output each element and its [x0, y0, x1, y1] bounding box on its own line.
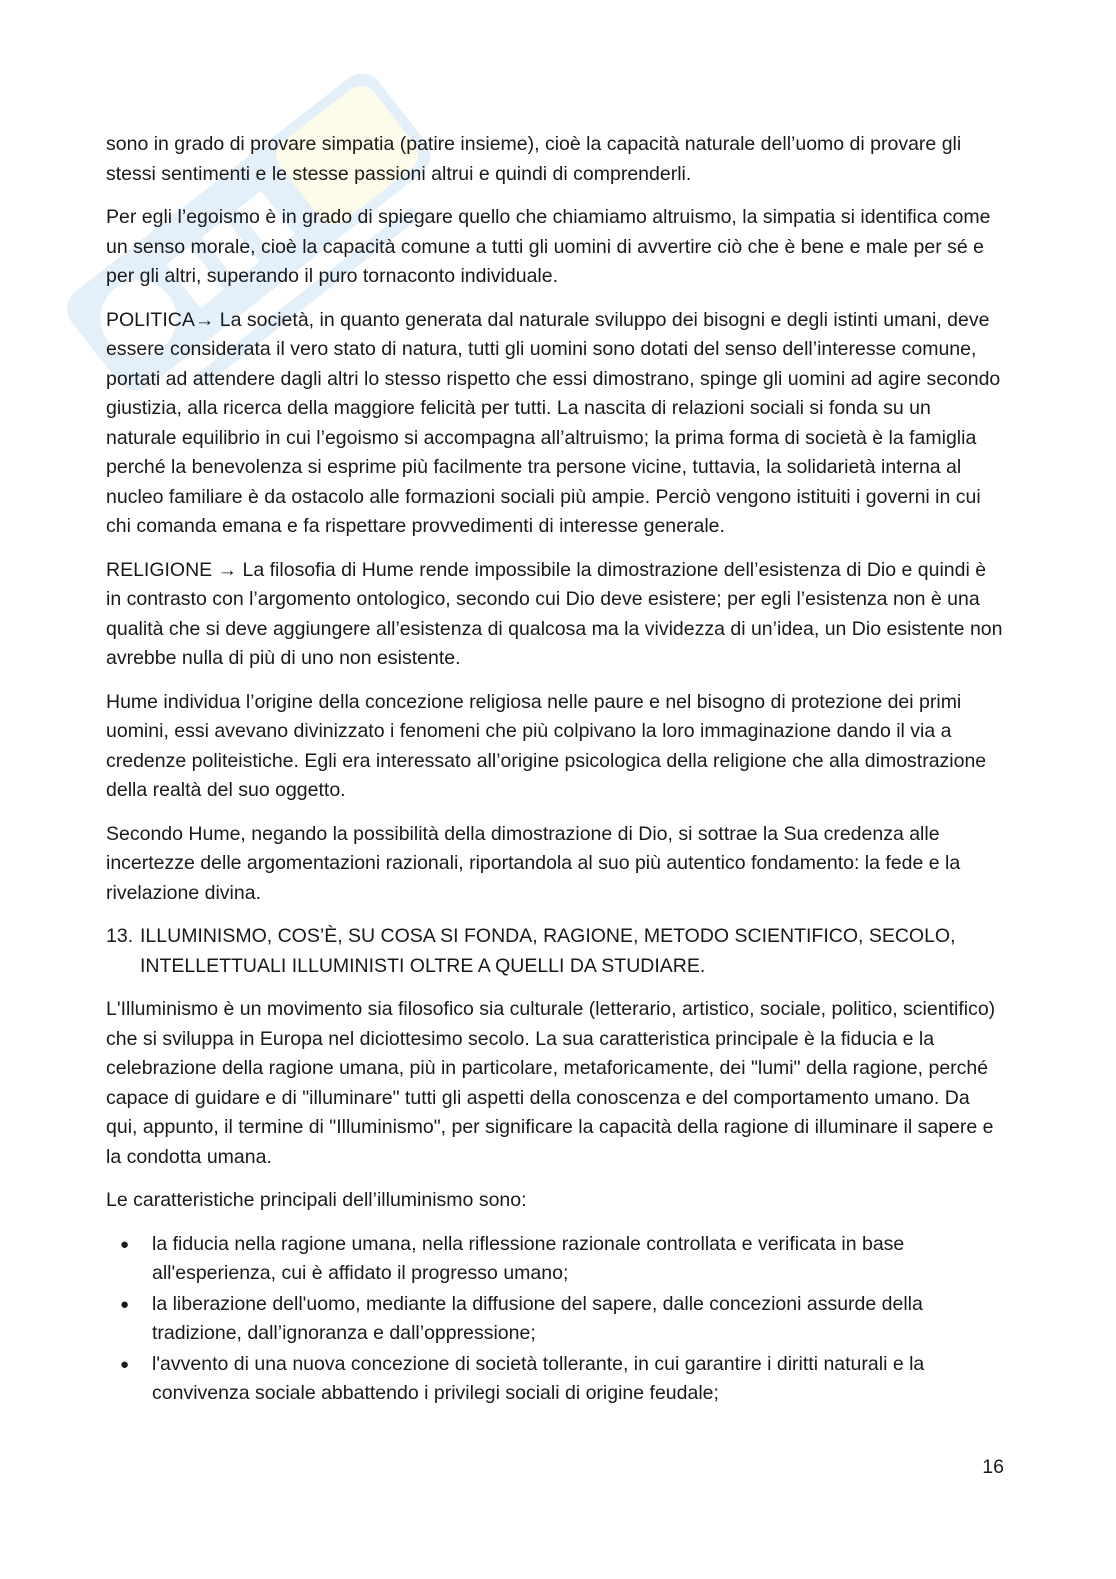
- paragraph-caratteristiche-intro: Le caratteristiche principali dell’illuminismo sono:: [106, 1189, 527, 1211]
- list-item: [106, 1350, 1006, 1409]
- bullet-icon: ●: [120, 1295, 130, 1313]
- bullet-icon: ●: [120, 1235, 130, 1253]
- section-title: ILLUMINISMO, COS’È, SU COSA SI FONDA, RAGIONE, METODO SCIENTIFICO, SECOLO, INTELLETTUALI ILLUMINISTI OLTRE A QUELLI DA STUDIARE.: [140, 925, 956, 977]
- list-item-text: l'avvento di una nuova concezione di società tollerante, in cui garantire i diritti naturali e la convivenza sociale abbattendo i privilegi sociali di origine feudale;: [152, 1352, 925, 1404]
- list-item: [106, 1290, 1006, 1349]
- paragraph-egoismo: Per egli l’egoismo è in grado di spiegare quello che chiamiamo altruismo, la simpatia si identifica come un senso morale, cioè la capacità comune a tutti gli uomini di avvertire ciò che è bene e male per sé e per gli altri, superando il puro tornaconto individuale.: [106, 206, 991, 287]
- list-item-text: la fiducia nella ragione umana, nella riflessione razionale controllata e verificata in base all'esperienza, cui è affidato il progresso umano;: [152, 1232, 905, 1284]
- paragraph-religione: RELIGIONE → La filosofia di Hume rende impossibile la dimostrazione dell’esistenza di Dio e quindi è in contrasto con l’argomento ontologico, secondo cui Dio deve esistere; per egli l’esistenza non è una qualità che si deve aggiungere all’esistenza di qualcosa ma la vividezza di un’idea, un Dio esistente non avrebbe nulla di più di uno non esistente.: [106, 558, 1003, 669]
- bullet-list: [106, 1230, 1006, 1409]
- paragraph-simpatia: sono in grado di provare simpatia (patire insieme), cioè la capacità naturale dell’uomo di provare gli stessi sentimenti e le stesse passioni altrui e quindi di comprenderli.: [106, 133, 962, 185]
- list-item-text: la liberazione dell'uomo, mediante la diffusione del sapere, dalle concezioni assurde della tradizione, dall’ignoranza e dall’oppressione;: [152, 1292, 923, 1344]
- paragraph-fede: Secondo Hume, negando la possibilità della dimostrazione di Dio, si sottrae la Sua credenza alle incertezze delle argomentazioni razionali, riportandola al suo più autentico fondamento: la fede e la rivelazione divina.: [106, 822, 961, 904]
- section-number: 13.: [106, 925, 134, 947]
- page-number: 16: [982, 1456, 1004, 1478]
- section-heading: [106, 922, 1006, 981]
- paragraph-politica: POLITICA→ La società, in quanto generata dal naturale sviluppo dei bisogni e degli istinti umani, deve essere considerata il vero stato di natura, tutti gli uomini sono dotati del senso dell’interesse comune, portati ad attendere dagli altri lo stesso rispetto che essi dimostrano, spinge gli uomini ad agire secondo giustizia, alla ricerca della maggiore felicità per tutti. La nascita di relazioni sociali si fonda su un naturale equilibrio in cui l’egoismo si accompagna all’altruismo; la prima forma di società è la famiglia perché la benevolenza si esprime più facilmente tra persone vicine, tuttavia, la solidarietà interna al nucleo familiare è da ostacolo alle formazioni sociali più ampie. Perciò vengono istituiti i governi in cui chi comanda emana e fa rispettare provvedimenti di interesse generale.: [106, 308, 1001, 537]
- list-item: [106, 1230, 1006, 1289]
- document-body: [106, 130, 1006, 1410]
- paragraph-origine-religione: Hume individua l’origine della concezione religiosa nelle paure e nel bisogno di protezione dei primi uomini, essi avevano divinizzato i fenomeni che più colpivano la loro immaginazione dando il via a credenze politeistiche. Egli era interessato all’origine psicologica della religione che alla dimostrazione della realtà del suo oggetto.: [106, 690, 987, 801]
- bullet-icon: ●: [120, 1355, 130, 1373]
- paragraph-illuminismo: L'Illuminismo è un movimento sia filosofico sia culturale (letterario, artistico, sociale, politico, scientifico) che si sviluppa in Europa nel diciottesimo secolo. La sua caratteristica principale è la fiducia e la celebrazione della ragione umana, più in particolare, metaforicamente, dei "lumi" della ragione, perché capace di guidare e di "illuminare" tutti gli aspetti della conoscenza e del comportamento umano. Da qui, appunto, il termine di "Illuminismo", per significare la capacità della ragione di illuminare il sapere e la condotta umana.: [106, 998, 996, 1168]
